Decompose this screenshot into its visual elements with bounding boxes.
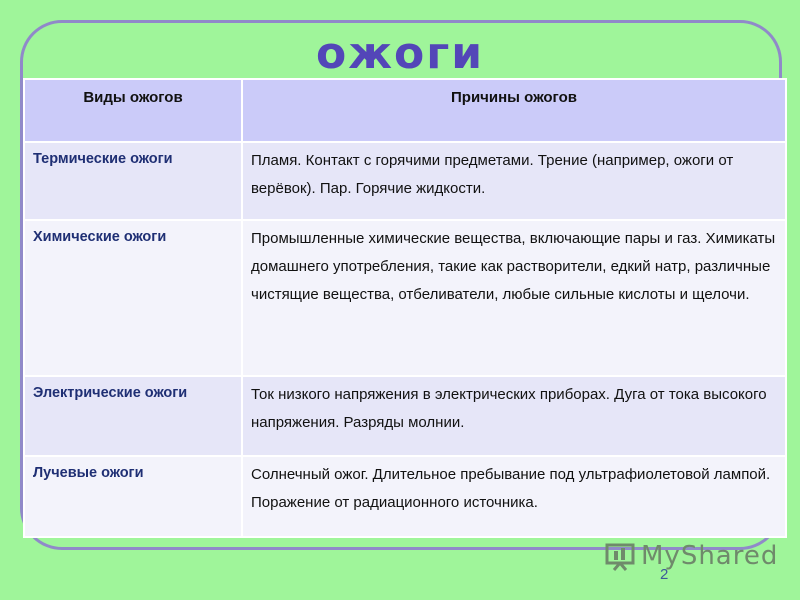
presentation-icon: [605, 541, 639, 571]
logo-text: MyShared: [641, 541, 779, 571]
table-row: [24, 376, 786, 456]
page-number: 2: [660, 566, 669, 583]
burn-cause-cell: Пламя. Контакт с горячими предметами. Трение (например, ожоги от верёвок). Пар. Горячие жидкости.: [242, 142, 786, 220]
header-burn-cause: Причины ожогов: [242, 79, 786, 142]
header-burn-type: Виды ожогов: [24, 79, 242, 142]
burn-types-table: [23, 78, 787, 538]
table-row: [24, 456, 786, 537]
slide-title: ожоги: [315, 28, 485, 79]
burn-type-cell: Электрические ожоги: [24, 376, 242, 456]
myshared-logo: [605, 540, 779, 572]
burn-cause-cell: Солнечный ожог. Длительное пребывание под ультрафиолетовой лампой. Поражение от радиационного источника.: [242, 456, 786, 537]
burn-type-cell: Лучевые ожоги: [24, 456, 242, 537]
burn-cause-cell: Ток низкого напряжения в электрических приборах. Дуга от тока высокого напряжения. Разряды молнии.: [242, 376, 786, 456]
table-row: [24, 220, 786, 376]
burn-type-cell: Химические ожоги: [24, 220, 242, 376]
table-header-row: [24, 79, 786, 142]
burn-cause-cell: Промышленные химические вещества, включающие пары и газ. Химикаты домашнего употребления, такие как растворители, едкий натр, различные чистящие вещества, отбеливатели, любые сильные кислоты и щелочи.: [242, 220, 786, 376]
table-row: [24, 142, 786, 220]
burn-type-cell: Термические ожоги: [24, 142, 242, 220]
